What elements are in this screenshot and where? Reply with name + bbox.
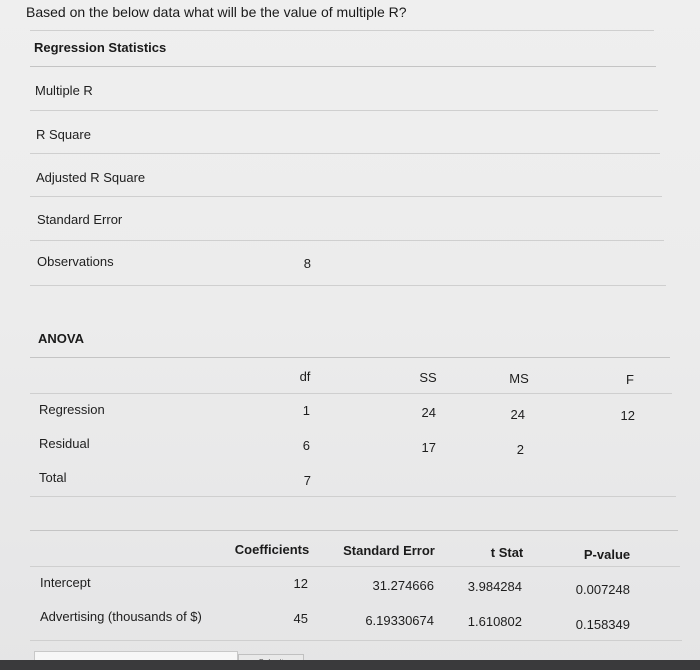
divider	[30, 530, 678, 531]
coef-advertising-p: 0.158349	[575, 617, 630, 632]
coef-intercept-p: 0.007248	[575, 582, 630, 597]
coef-row-label: Intercept	[40, 575, 91, 590]
divider	[30, 285, 666, 286]
coef-advertising-t: 1.610802	[467, 614, 522, 629]
divider	[30, 153, 660, 154]
question-text: Based on the below data what will be the value of multiple R?	[26, 4, 407, 20]
anova-total-df: 7	[303, 473, 311, 488]
coef-intercept-se: 31.274666	[372, 578, 434, 593]
coef-advertising-value: 45	[293, 611, 308, 626]
anova-header-ms: MS	[509, 371, 529, 386]
anova-heading: ANOVA	[38, 331, 84, 346]
anova-row-label: Total	[39, 470, 67, 485]
stat-label-observations: Observations	[37, 254, 114, 269]
stat-value-observations: 8	[303, 256, 311, 271]
coef-header-coefficients: Coefficients	[234, 542, 310, 557]
stat-label-multiple-r: Multiple R	[35, 83, 93, 98]
anova-header-ss: SS	[419, 370, 437, 385]
screen-bottom-edge	[0, 660, 700, 670]
anova-residual-ms: 2	[516, 442, 524, 457]
divider	[30, 110, 658, 111]
stat-label-adjusted-r-square: Adjusted R Square	[36, 170, 146, 185]
anova-header-f: F	[626, 372, 634, 387]
anova-row-label: Residual	[39, 436, 90, 451]
regression-statistics-heading: Regression Statistics	[34, 40, 167, 55]
anova-regression-ss: 24	[421, 405, 436, 420]
coef-advertising-se: 6.19330674	[365, 613, 434, 628]
divider	[30, 640, 682, 641]
anova-regression-ms: 24	[510, 407, 525, 422]
divider	[30, 30, 654, 31]
divider	[30, 196, 662, 197]
divider	[30, 66, 656, 67]
coef-header-t-stat: t Stat	[490, 545, 524, 560]
coef-row-label: Advertising (thousands of $)	[40, 609, 202, 624]
divider	[30, 393, 672, 394]
anova-residual-df: 6	[302, 438, 310, 453]
anova-residual-ss: 17	[421, 440, 436, 455]
anova-regression-f: 12	[620, 408, 635, 423]
anova-row-label: Regression	[39, 402, 105, 417]
divider	[30, 240, 664, 241]
divider	[30, 496, 676, 497]
anova-regression-df: 1	[302, 403, 310, 418]
anova-header-df: df	[299, 369, 311, 384]
coef-intercept-value: 12	[293, 576, 308, 591]
coef-header-standard-error: Standard Error	[343, 543, 435, 558]
divider	[30, 566, 680, 567]
coef-intercept-t: 3.984284	[467, 579, 522, 594]
coef-header-p-value: P-value	[583, 547, 631, 562]
divider	[30, 357, 670, 358]
stat-label-standard-error: Standard Error	[37, 212, 123, 227]
stat-label-r-square: R Square	[36, 127, 91, 142]
